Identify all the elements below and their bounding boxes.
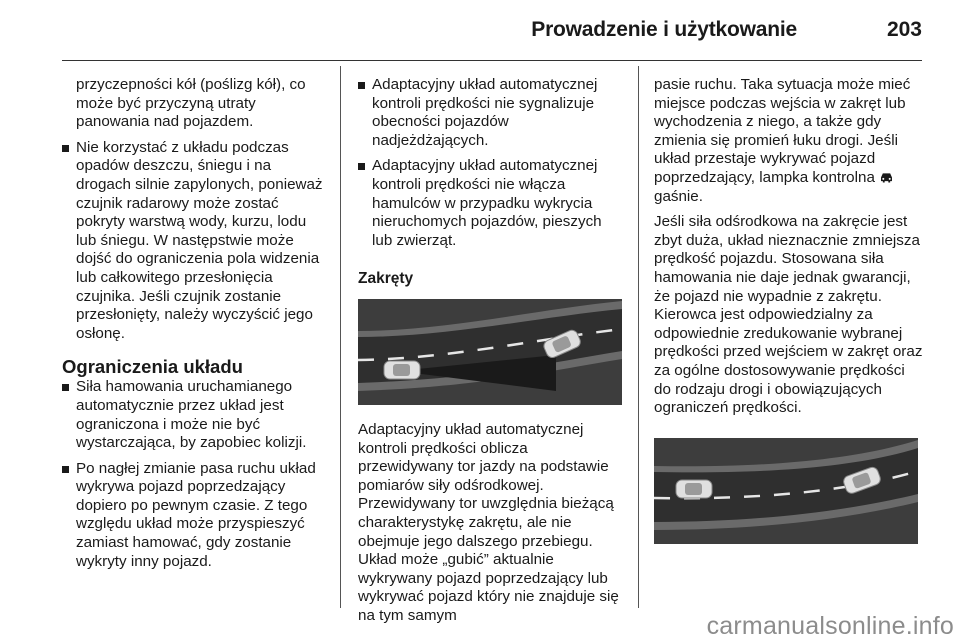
column-divider (638, 66, 639, 608)
page-header (62, 0, 922, 61)
column-middle (358, 76, 626, 625)
bullet-item: Adaptacyjny układ automatycznej kontroli prędkości nie sygnalizuje obecności pojazdów nadjeżdżających. (358, 76, 626, 150)
bullet-item: Siła hamowania uruchamianego automatycznie przez układ jest ograniczona i może nie być wystarczająca, by zapobiec kolizji. (62, 378, 327, 452)
bullet-item: Adaptacyjny układ automatycznej kontroli prędkości nie włącza hamulców w przypadku wykrycia nieruchomych pojazdów, pieszych lub zwierząt. (358, 157, 626, 250)
column-right (654, 76, 924, 544)
car-icon (676, 480, 712, 498)
column-divider (340, 66, 341, 608)
page-number: 203 (886, 18, 922, 41)
column-left (62, 76, 327, 571)
continued-text: przyczepności kół (poślizg kół), co może być przyczyną utraty panowania nad pojazdem. (76, 76, 306, 131)
watermark: carmanualsonline.info (706, 612, 954, 640)
bullet-item: Po nagłej zmianie pasa ruchu układ wykrywa pojazd poprzedzający dopiero po pewnym czasie. Z tego względu układ może przyspieszyć zamiast hamować, gdy zostanie wykryty inny pojazd. (62, 460, 327, 572)
curve-illustration (654, 438, 918, 544)
car-icon (384, 361, 420, 379)
body-paragraph: pasie ruchu. Taka sytuacja może mieć miejsce podczas wejścia w zakręt lub wychodzenia z niego, a także gdy zmienia się promień łuku drogi. Jeśli układ przestaje wykrywać pojazd poprzedzający, lampka kontrolna gaśnie. (654, 76, 911, 205)
body-paragraph: Adaptacyjny układ automatycznej kontroli prędkości oblicza przewidywany tor jazdy na podstawie pomiarów siły odśrodkowej. Przewidywany tor uwzględnia bieżącą charakterystykę zakrętu, ale nie obejmuje jego dalszego przebiegu. Układ może „gubić” aktualnie wykrywany pojazd poprzedzający lub wykrywać pojazd który nie znajduje się na tym samym (358, 420, 619, 624)
subheading: Zakręty (358, 270, 414, 288)
curve-illustration (358, 299, 622, 405)
bullet-item: Nie korzystać z układu podczas opadów deszczu, śniegu i na drogach silnie zapylonych, ponieważ czujnik radarowy może zostać pokryty warstwą wody, kurzu, lodu lub śniegu. W następstwie może dojść do ograniczenia pola widzenia lub całkowitego przesłonięcia czujnika. Jeśli czujnik zostanie przesłonięty, należy wyczyścić jego osłonę. (62, 139, 327, 344)
body-paragraph: Jeśli siła odśrodkowa na zakręcie jest zbyt duża, układ nieznacznie zmniejsza prędkość pojazdu. Stosowana siła hamowania nie daje jednak gwarancji, że pojazd nie wypadnie z zakrętu. Kierowca jest odpowiedzialny za odpowiednie zredukowanie wybranej prędkości przed wejściem w zakręt oraz za ogólne dostosowywanie prędkości do rodzaju drogi i obowiązujących ograniczeń prędkości. (654, 213, 923, 417)
chapter-title: Prowadzenie i użytkowanie (531, 18, 797, 41)
car-front-icon (879, 172, 894, 183)
section-heading: Ograniczenia układu (62, 356, 243, 378)
